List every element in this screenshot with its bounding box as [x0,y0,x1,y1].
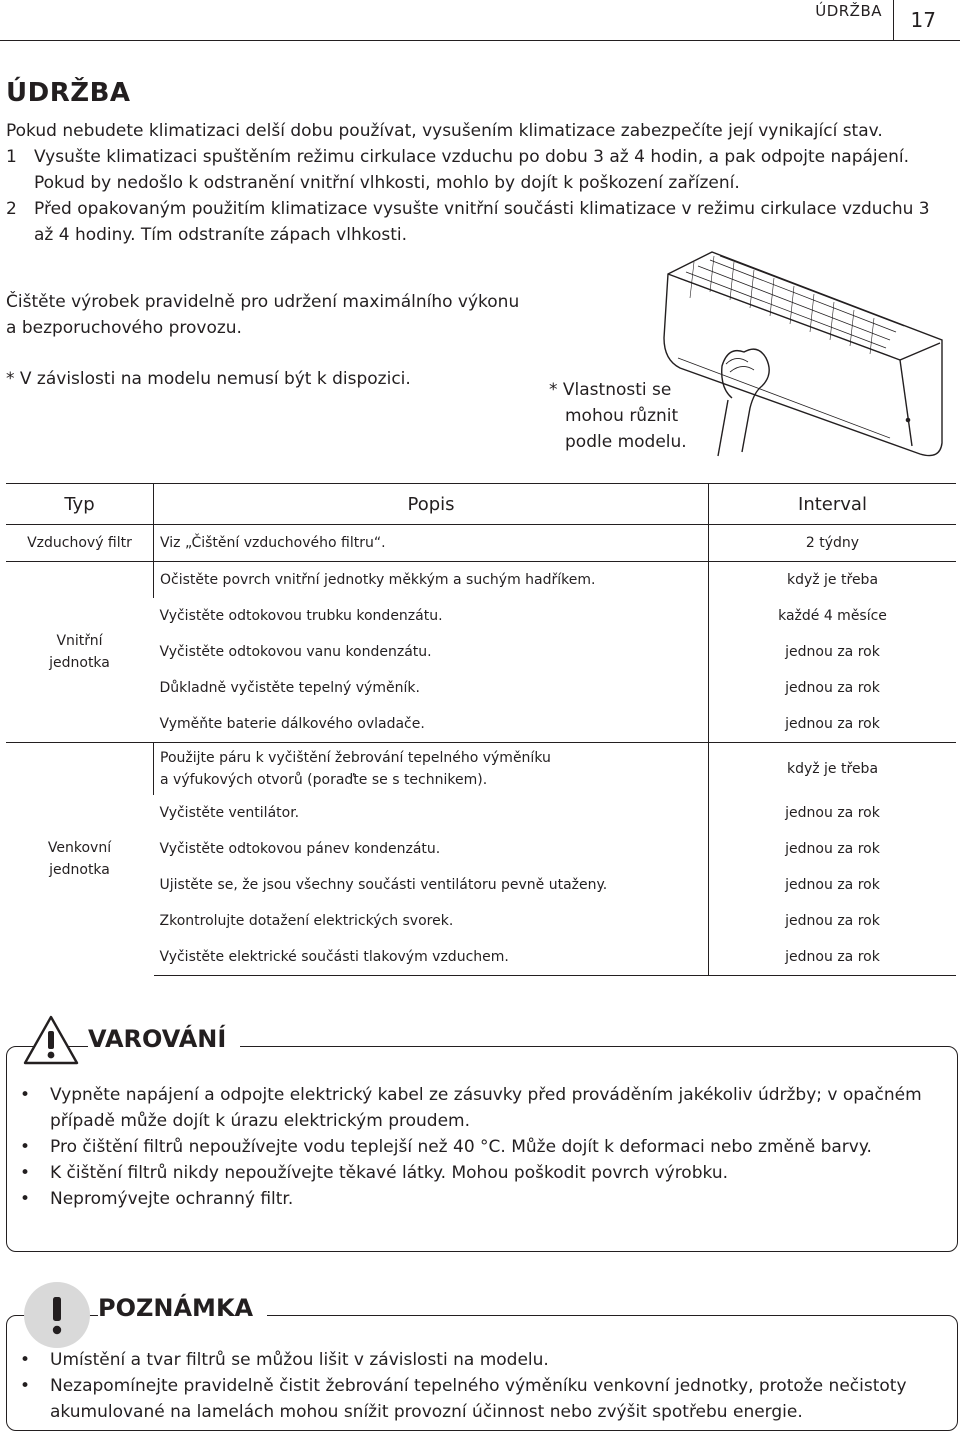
interval-cell: jednou za rok [709,706,957,743]
list-item: • Nepromývejte ochranný filtr. [6,1186,936,1212]
header-description: Popis [154,484,709,525]
intro-item [6,196,954,248]
note-line: mohou různit [565,406,679,426]
interval-cell: každé 4 měsíce [709,598,957,634]
description-cell: Vyčistěte odtokovou pánev kondenzátu. [159,841,441,857]
list-item: • Pro čištění filtrů nepoužívejte vodu teplejší než 40 °C. Může dojít k deformaci nebo změně barvy. [6,1134,936,1160]
interval-cell: 2 týdny [709,525,957,562]
page-number: 17 [910,8,936,32]
header-section-label: ÚDRŽBA [815,2,882,20]
description-cell: Zkontrolujte dotažení elektrických svorek. [159,913,454,929]
type-cell-outdoor [6,743,154,976]
hand-outline [722,349,769,452]
warning-list [6,1082,936,1212]
description-line: a výfukových otvorů (poraďte se s technikem). [160,772,488,788]
header-rule [0,40,960,41]
note-line: * Vlastnosti se [549,380,672,400]
list-item: • Vypněte napájení a odpojte elektrický kabel ze zásuvky před prováděním jakékoliv údržby; v opačném případě může dojít k úrazu elektrickým proudem. [6,1082,936,1134]
interval-cell: když je třeba [709,562,957,599]
table-row [6,562,956,599]
interval-cell: jednou za rok [709,670,957,706]
type-line: jednotka [49,862,110,879]
type-line: Vnitřní [56,633,103,649]
interval-cell: jednou za rok [709,939,957,976]
item-text: Vysušte klimatizaci spuštěním režimu cirkulace vzduchu po dobu 3 až 4 hodin, a pak odpojte napájení. Pokud by nedošlo k odstranění vnitřní vlhkosti, mohlo by dojít k poškození zařízení. [34,147,910,193]
description-cell: Vyčistěte ventilátor. [159,805,300,821]
description-cell: Vyměňte baterie dálkového ovladače. [159,716,425,732]
interval-cell: jednou za rok [709,903,957,939]
description-cell: Ujistěte se, že jsou všechny součásti ventilátoru pevně utaženy. [159,877,608,893]
description-cell: Vyčistěte elektrické součásti tlakovým vzduchem. [154,939,709,976]
description-cell: Důkladně vyčistěte tepelný výměník. [159,680,420,696]
interval-cell: jednou za rok [709,795,957,831]
description-cell: Viz „Čištění vzduchového filtru“. [154,525,709,562]
warning-triangle-icon [22,1014,80,1066]
note-line: podle modelu. [565,432,687,452]
interval-cell: jednou za rok [709,831,957,867]
item-number: 1 [6,147,17,167]
description-cell [154,743,709,796]
type-line: jednotka [49,655,110,671]
interval-cell: jednou za rok [709,867,957,903]
type-cell: Vzduchový filtr [27,535,132,551]
type-line: Venkovní [47,840,112,857]
header-divider [893,0,894,40]
list-item: • Nezapomínejte pravidelně čistit žebrování tepelného výměníku venkovní jednotky, protože nečistoty akumulované na lamelách mohou snížit provozní účinnost nebo zvýšit spotřebu energie. [6,1373,936,1425]
ac-body-outline [664,252,942,456]
maintenance-table [6,483,956,976]
note-title: POZNÁMKA [98,1294,267,1322]
intro-item [6,144,954,196]
type-cell-indoor [6,562,154,743]
interval-cell: když je třeba [709,743,957,796]
warning-title: VAROVÁNÍ [88,1025,240,1053]
intro-lead: Pokud nebudete klimatizaci delší dobu používat, vysušením klimatizace zabezpečíte její vynikající stav. [6,121,883,141]
description-line: Použijte páru k vyčištění žebrování tepelného výměníku [160,750,551,766]
intro-block [6,118,954,248]
header-interval: Interval [709,484,957,525]
table-row [6,743,956,796]
availability-note: * V závislosti na modelu nemusí být k dispozici. [6,369,411,389]
note-list [6,1347,936,1425]
item-text: Před opakovaným použitím klimatizace vysušte vnitřní součásti klimatizace v režimu cirkulace vzduchu 3 až 4 hodiny. Tím odstraníte zápach vlhkosti. [34,199,930,245]
exclamation-circle-icon [22,1280,92,1350]
interval-cell: jednou za rok [709,634,957,670]
description-cell: Vyčistěte odtokovou trubku kondenzátu. [159,608,443,624]
description-cell: Očistěte povrch vnitřní jednotky měkkým a suchým hadříkem. [154,562,709,599]
ac-unit-cleaning-illustration [650,248,950,463]
list-item: • Umístění a tvar filtrů se můžou lišit v závislosti na modelu. [6,1347,936,1373]
header-type: Typ [6,484,154,525]
description-cell: Vyčistěte odtokovou vanu kondenzátu. [159,644,432,660]
table-row [6,525,956,562]
table-header-row [6,484,956,525]
item-number: 2 [6,199,17,219]
cleaning-instruction: Čištěte výrobek pravidelně pro udržení maximálního výkonu a bezporuchového provozu. [6,292,520,338]
page-title: ÚDRŽBA [6,78,131,108]
list-item: • K čištění filtrů nikdy nepoužívejte těkavé látky. Mohou poškodit povrch výrobku. [6,1160,936,1186]
